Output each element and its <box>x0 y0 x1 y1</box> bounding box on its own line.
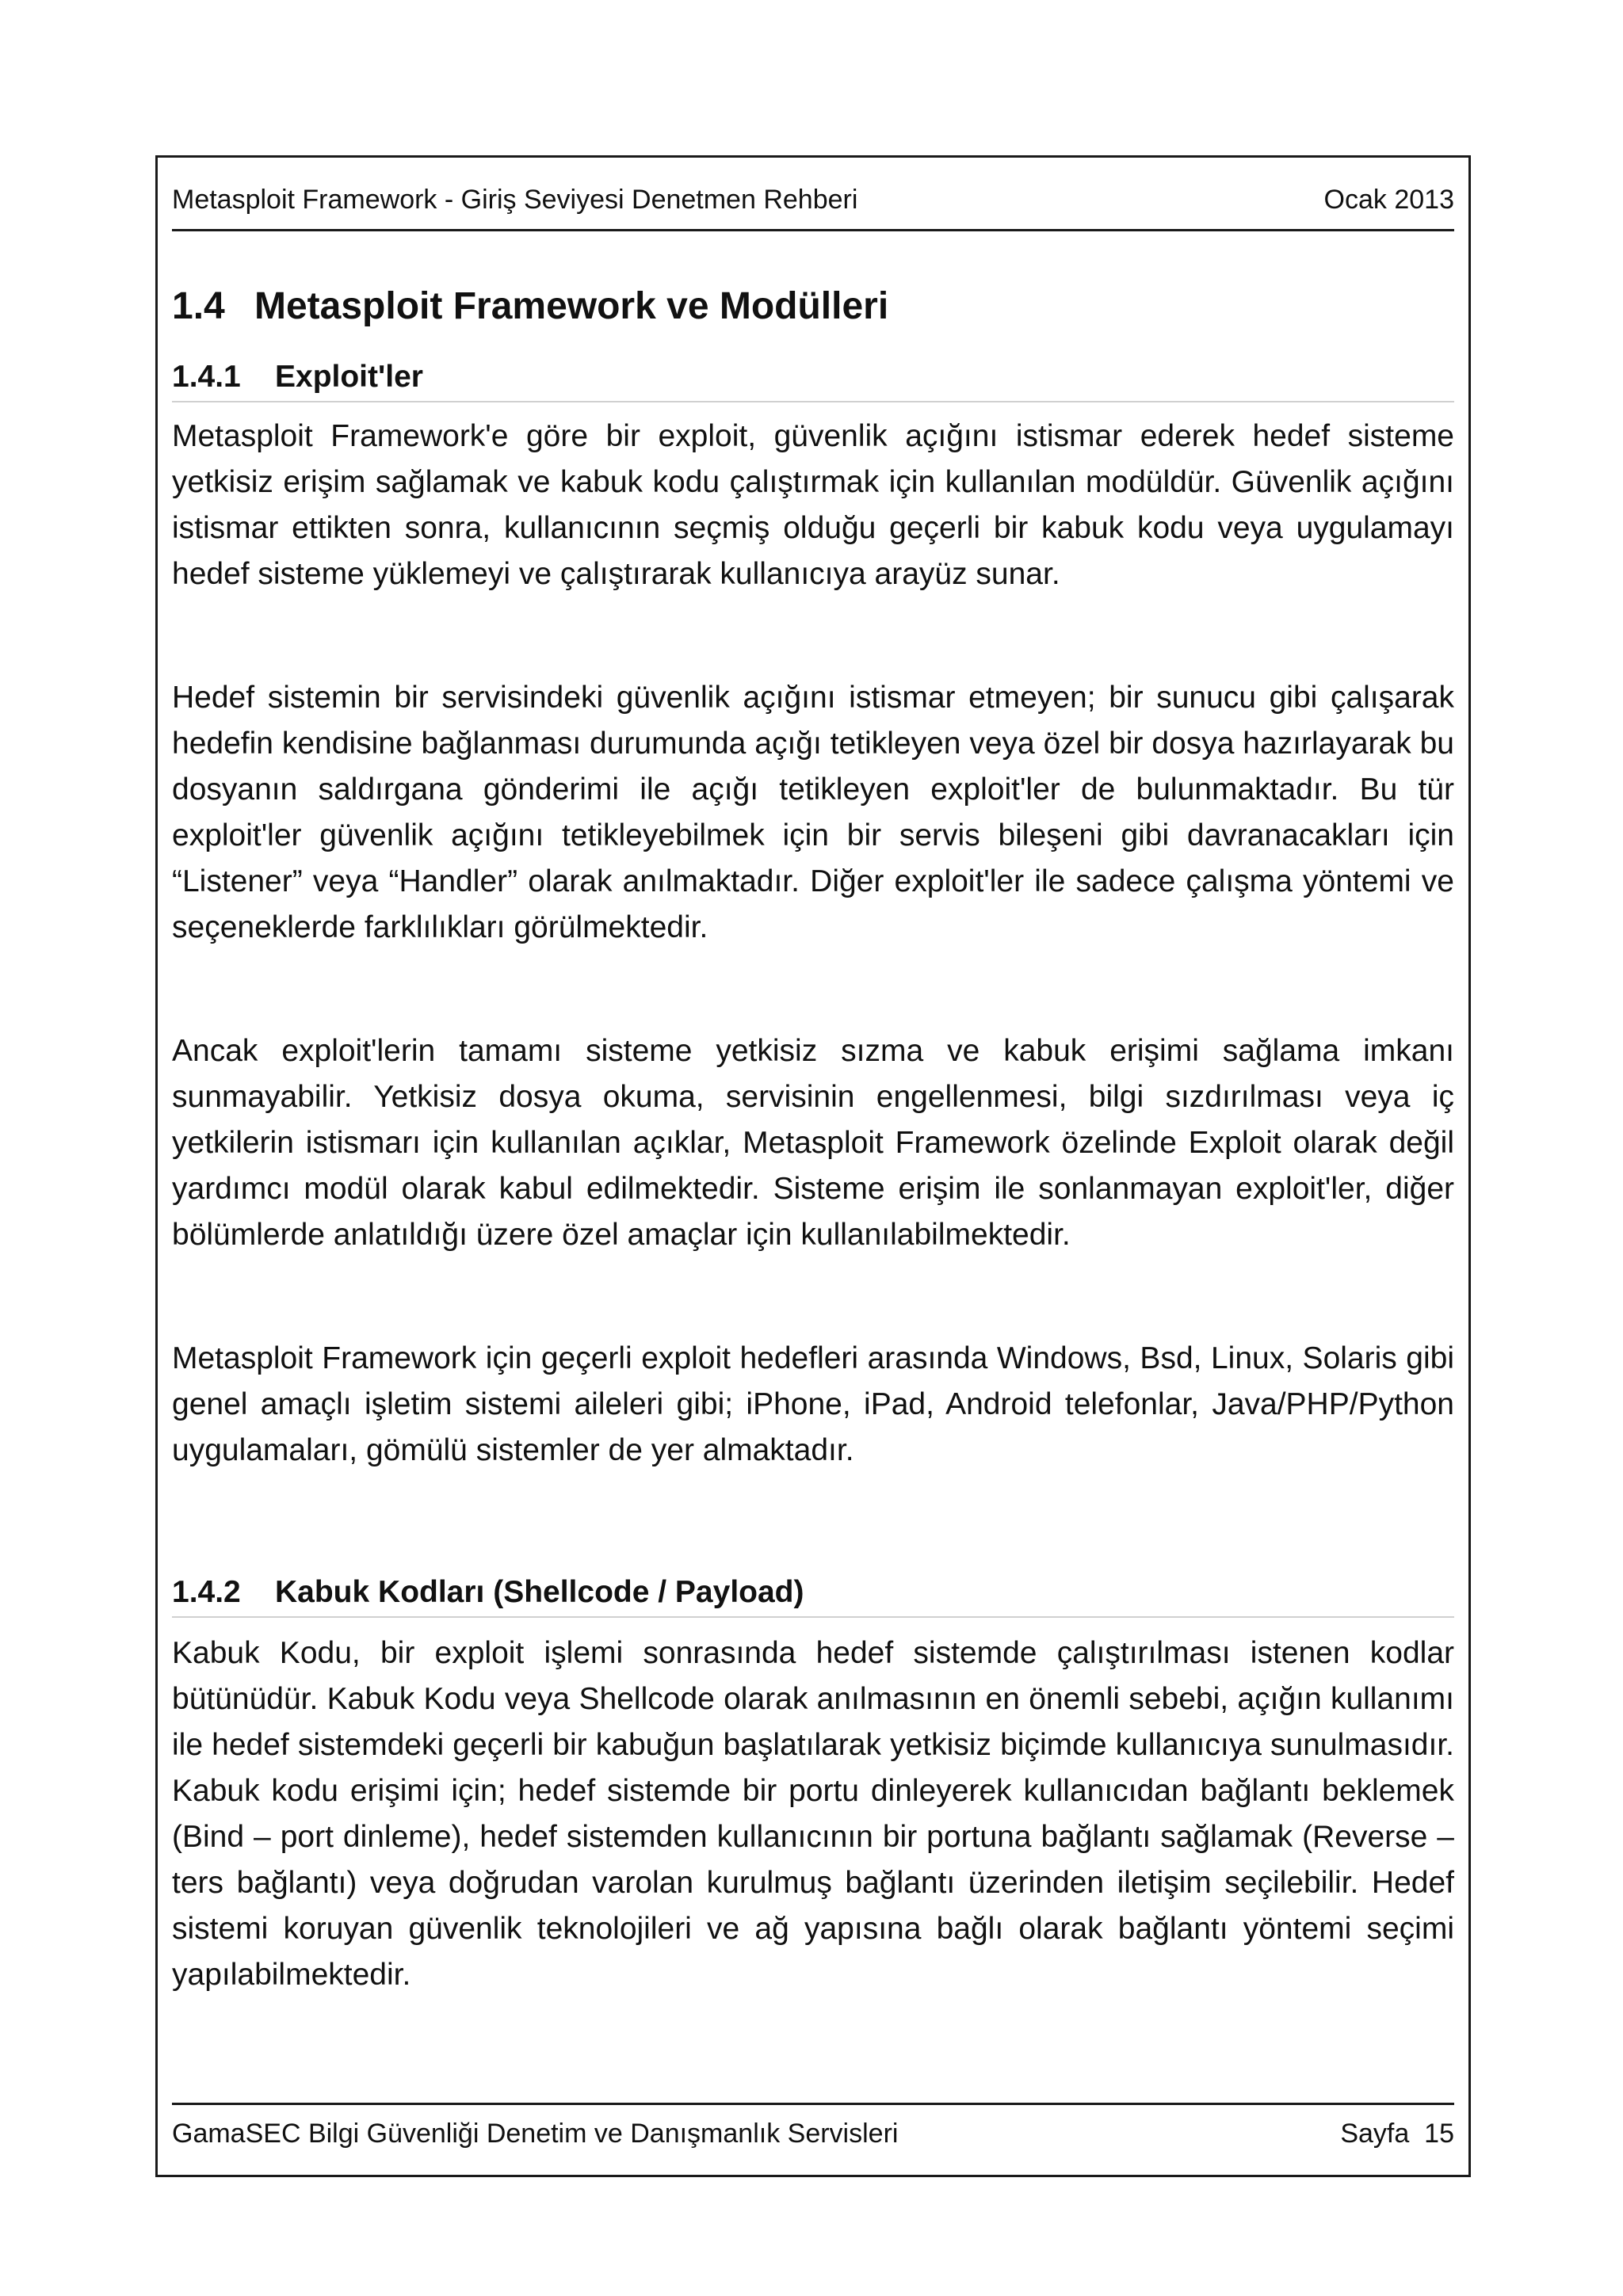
section-title: Metasploit Framework ve Modülleri <box>254 285 889 327</box>
subsection-number: 1.4.2 <box>172 1575 241 1609</box>
subsection-heading <box>172 1575 1454 1618</box>
subsection-number: 1.4.1 <box>172 360 241 394</box>
paragraph: Ancak exploit'lerin tamamı sisteme yetkisiz sızma ve kabuk erişimi sağlama imkanı sunmayabilir. Yetkisiz dosya okuma, servisinin engellenmesi, bilgi sızdırılması veya iç yetkilerin istismarı için kullanılan açıklar, Metasploit Framework özelinde Exploit olarak değil yardımcı modül olarak kabul edilmektedir. Sisteme erişim ile sonlanmayan exploit'ler, diğer bölümlerde anlatıldığı üzere özel amaçlar için kullanılabilmektedir. <box>172 1034 1454 1252</box>
page-footer <box>172 2103 1454 2149</box>
page-number: Sayfa 15 <box>1340 2119 1454 2149</box>
subsection-heading <box>172 360 1454 402</box>
section-number: 1.4 <box>172 285 225 327</box>
subsection-shellcode <box>172 1575 1454 1998</box>
page-frame <box>155 155 1471 2177</box>
paragraph: Metasploit Framework için geçerli exploit hedefleri arasında Windows, Bsd, Linux, Solaris gibi genel amaçlı işletim sistemi aileleri gibi; iPhone, iPad, Android telefonlar, Java/PHP/Python uygulamaları, gömülü sistemler de yer almaktadır. <box>172 1341 1454 1467</box>
subsection-title: Kabuk Kodları (Shellcode / Payload) <box>275 1575 804 1609</box>
paragraph: Metasploit Framework'e göre bir exploit, güvenlik açığını istismar ederek hedef sisteme yetkisiz erişim sağlamak ve kabuk kodu çalıştırmak için kullanılan modüldür. Güvenlik açığını istismar ettikten sonra, kullanıcının seçmiş olduğu geçerli bir kabuk kodu veya uygulamayı hedef sisteme yüklemeyi ve çalıştırarak kullanıcıya arayüz sunar. <box>172 419 1454 591</box>
subsection-exploits <box>172 360 1454 1474</box>
section-heading <box>172 284 1454 328</box>
subsection-title: Exploit'ler <box>275 360 423 394</box>
paragraph: Hedef sistemin bir servisindeki güvenlik açığını istismar etmeyen; bir sunucu gibi çalışarak hedefin kendisine bağlanması durumunda açığı tetikleyen veya özel bir dosya hazırlayarak bu dosyanın saldırgana gönderimi ile açığı tetikleyen exploit'ler de bulunmaktadır. Bu tür exploit'ler güvenlik açığını tetikleyebilmek için bir servis bileşeni gibi davranacakları için “Listener” veya “Handler” olarak anılmaktadır. Diğer exploit'ler ile sadece çalışma yöntemi ve seçeneklerde farklılıkları görülmektedir. <box>172 681 1454 944</box>
page-content <box>172 284 1454 1998</box>
footer-company: GamaSEC Bilgi Güvenliği Denetim ve Danışmanlık Servisleri <box>172 2119 899 2149</box>
document-date: Ocak 2013 <box>1323 185 1454 215</box>
document-title: Metasploit Framework - Giriş Seviyesi Denetmen Rehberi <box>172 185 858 215</box>
page-header <box>172 185 1454 231</box>
paragraph: Kabuk Kodu, bir exploit işlemi sonrasında hedef sistemde çalıştırılması istenen kodlar bütünüdür. Kabuk Kodu veya Shellcode olarak anılmasının en önemli sebebi, açığın kullanımı ile hedef sistemdeki geçerli bir kabuğun başlatılarak yetkisiz biçimde kullanıcıya sunulmasıdır. Kabuk kodu erişimi için; hedef sistemde bir portu dinleyerek kullanıcıdan bağlantı beklemek (Bind – port dinleme), hedef sistemden kullanıcının bir portuna bağlantı sağlamak (Reverse – ters bağlantı) veya doğrudan varolan kurulmuş bağlantı üzerinden iletişim seçilebilir. Hedef sistemi koruyan güvenlik teknolojileri ve ağ yapısına bağlı olarak bağlantı yöntemi seçimi yapılabilmektedir. <box>172 1636 1454 1992</box>
